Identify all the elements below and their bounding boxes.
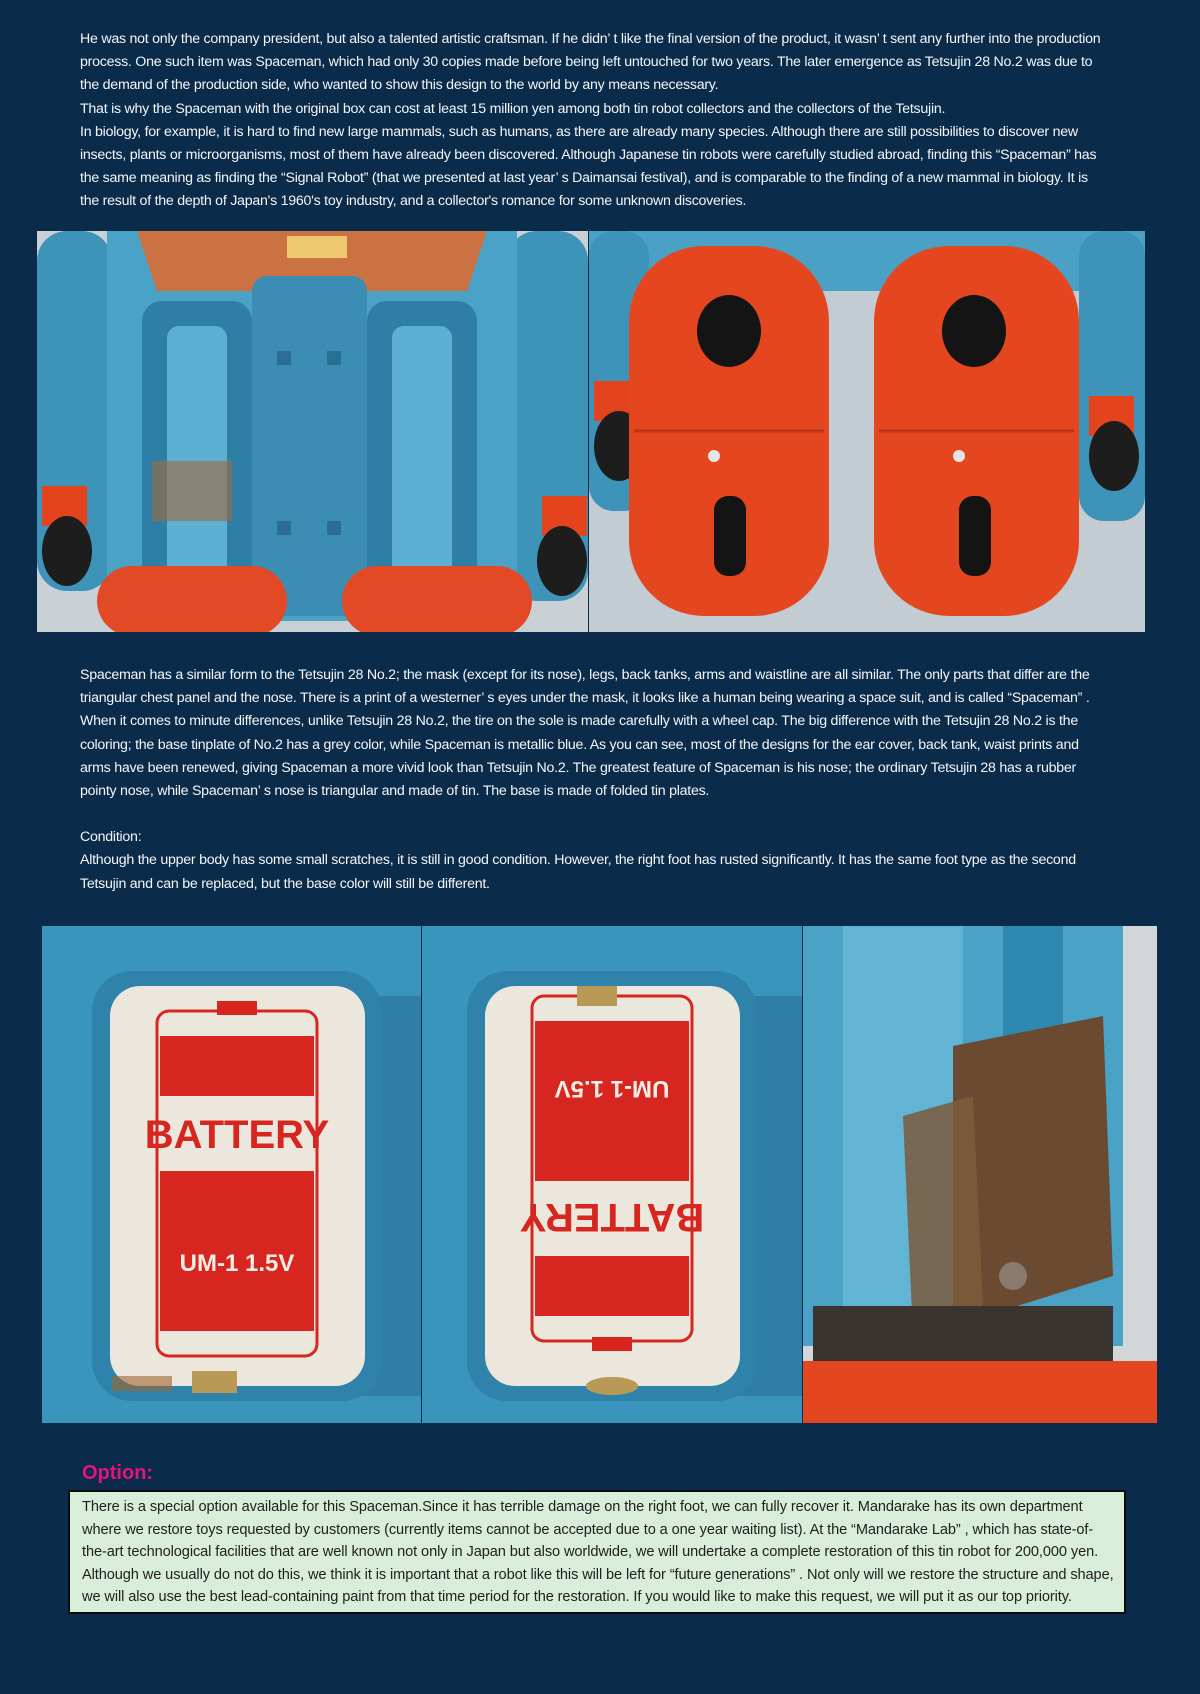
- option-box: [68, 1490, 1126, 1614]
- intro-text: [80, 28, 1110, 214]
- battery-label-spec: UM-1 1.5V: [179, 1250, 295, 1277]
- battery-label-brand: BATTERY: [144, 1113, 330, 1157]
- description-paragraph: Spaceman has a similar form to the Tetsujin 28 No.2; the mask (except for its nose), legs, back tanks, arms and waistline are all similar. The only parts that differ are the triangular chest panel and the nose. There is a print of a westerner’ s eyes under the mask, it looks like a human being wearing a space suit, and is called “Spaceman” . When it comes to minute differences, unlike Tetsujin 28 No.2, the tire on the sole is made carefully with a wheel cap. The big difference with the Tetsujin 28 No.2 is the coloring; the base tinplate of No.2 has a grey color, while Spaceman is metallic blue. As you can see, most of the designs for the ear cover, back tank, waist prints and arms have been renewed, giving Spaceman a more vivid look than Tetsujin No.2. The greatest feature of Spaceman is his nose; the ordinary Tetsujin 28 has a rubber pointy nose, while Spaceman’ s nose is triangular and made of tin. The base is made of folded tin plates.: [80, 667, 1090, 800]
- battery-label-spec-inverted: UM-1 1.5V: [554, 1075, 670, 1102]
- intro-paragraph-3: In biology, for example, it is hard to find new large mammals, such as humans, as there are already many species. Although there are still possibilities to discover new insects, plants or microorganisms, most of them have already been discovered. Although Japanese tin robots were carefully studied abroad, finding this “Spaceman” has the same meaning as finding the “Signal Robot” (that we presented at last year’ s Daimansai festival), and is comparable to the finding of a new mammal in biology. It is the result of the depth of Japan's 1960's toy industry, and a collector's romance for some unknown discoveries.: [80, 123, 1097, 210]
- photo-robot-feet: [589, 231, 1145, 632]
- photo-battery-compartment-left: [42, 926, 421, 1423]
- option-heading: Option:: [82, 1462, 154, 1484]
- description-text: [80, 664, 1110, 896]
- photo-rusted-foot: [803, 926, 1157, 1423]
- intro-paragraph-2: That is why the Spaceman with the original box can cost at least 15 million yen among both tin robot collectors and the collectors of the Tetsujin.: [80, 100, 946, 117]
- condition-text: Although the upper body has some small scratches, it is still in good condition. However, the right foot has rusted significantly. It has the same foot type as the second Tetsujin and can be replaced, but the base color will still be different.: [80, 852, 1076, 892]
- intro-paragraph-1: He was not only the company president, but also a talented artistic craftsman. If he didn’ t like the final version of the product, it wasn’ t sent any further into the production process. One such item was Spaceman, which had only 30 copies made before being left untouched for two years. The later emergence as Tetsujin 28 No.2 was due to the demand of the production side, who wanted to show this design to the world by any means necessary.: [80, 31, 1101, 94]
- option-text: There is a special option available for this Spaceman.Since it has terrible damage on the right foot, we can fully recover it. Mandarake has its own department where we restore toys requested by customers (currently items cannot be accepted due to a one year waiting list). At the “Mandarake Lab” , which has state-of-the-art technological facilities that are well known not only in Japan but also worldwide, we will undertake a complete restoration of this tin robot for 200,000 yen. Although we usually do not do this, we think it is important that a robot like this will be left for “future generations” . Not only will we restore the structure and shape, we will also use the best lead-containing paint from that time period for the restoration. If you would like to make this request, we will put it as our top priority.: [82, 1499, 1114, 1605]
- photo-battery-compartment-center: [422, 926, 802, 1423]
- battery-label-brand-inverted: BATTERY: [519, 1195, 705, 1239]
- photo-robot-back: [37, 231, 588, 632]
- condition-heading: Condition:: [80, 829, 142, 846]
